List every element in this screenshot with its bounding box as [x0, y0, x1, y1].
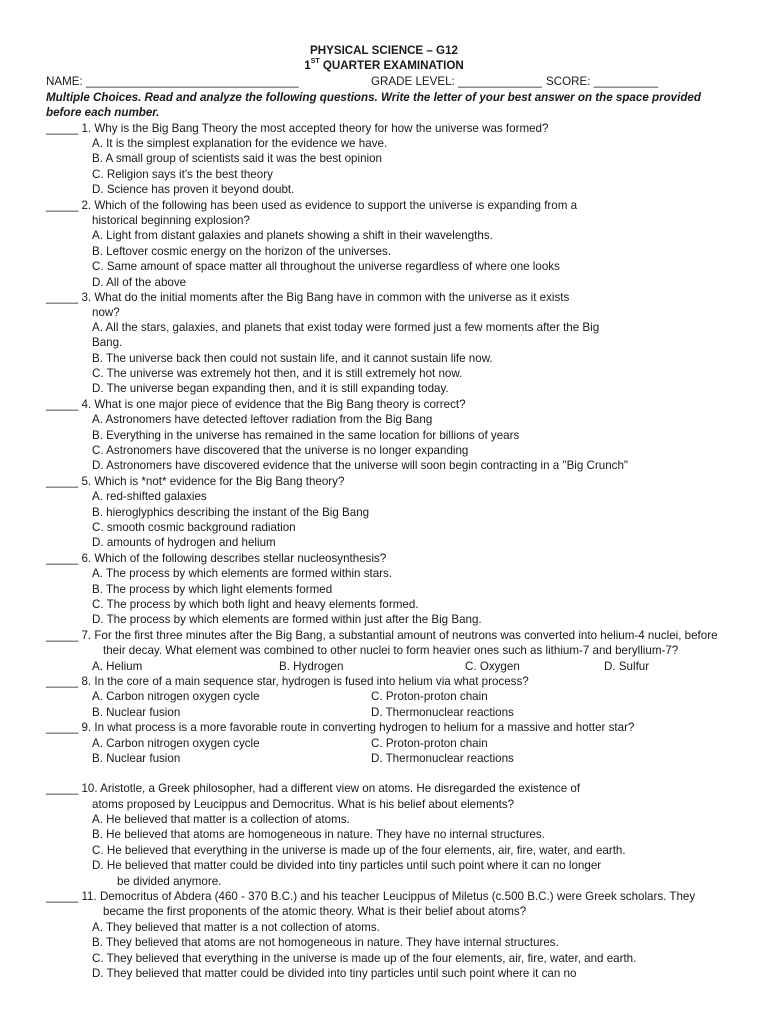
question-4-option-b: B. Everything in the universe has remained in the same location for billions of years [92, 429, 520, 442]
question-1-option-d: D. Science has proven it beyond doubt. [92, 183, 295, 196]
question-2-option-a: A. Light from distant galaxies and planets showing a shift in their wavelengths. [92, 229, 493, 242]
exam-number-suffix: ST [310, 58, 320, 65]
question-5-stem: _____ 5. Which is *not* evidence for the Big Bang theory? [46, 475, 345, 488]
question-8-option-d: D. Thermonuclear reactions [371, 706, 514, 719]
question-10-option-d: D. He believed that matter could be divided into tiny particles until such point where it can no longer [92, 859, 602, 872]
question-7-stem-cont: their decay. What element was combined to other nuclei to form heavier ones such as lithium-7 and beryllium-7? [103, 644, 679, 657]
question-8-stem: _____ 8. In the core of a main sequence star, hydrogen is fused into helium via what process? [46, 675, 529, 688]
question-6-stem: _____ 6. Which of the following describes stellar nucleosynthesis? [46, 552, 387, 565]
question-11-option-c: C. They believed that everything in the universe is made up of the four elements, air, fire, water, and earth. [92, 952, 637, 965]
question-2-stem: _____ 2. Which of the following has been used as evidence to support the universe is expanding from a [46, 199, 578, 212]
question-9-option-b: B. Nuclear fusion [92, 752, 181, 765]
question-5-option-d: D. amounts of hydrogen and helium [92, 536, 276, 549]
question-4-option-a: A. Astronomers have detected leftover radiation from the Big Bang [92, 413, 433, 426]
question-3-option-a: A. All the stars, galaxies, and planets that exist today were formed just a few moments after the Big [92, 321, 600, 334]
question-10-option-a: A. He believed that matter is a collection of atoms. [92, 813, 350, 826]
grade-level-field[interactable]: GRADE LEVEL: _____________ [371, 75, 542, 88]
question-9-option-d: D. Thermonuclear reactions [371, 752, 514, 765]
question-1-stem: _____ 1. Why is the Big Bang Theory the most accepted theory for how the universe was formed? [46, 122, 549, 135]
question-3-option-c: C. The universe was extremely hot then, and it is still extremely hot now. [92, 367, 463, 380]
question-9-option-a: A. Carbon nitrogen oxygen cycle [92, 737, 260, 750]
score-field[interactable]: SCORE: __________ [546, 75, 659, 88]
question-8-option-c: C. Proton-proton chain [371, 690, 488, 703]
question-1-option-b: B. A small group of scientists said it was the best opinion [92, 152, 382, 165]
question-11-option-d: D. They believed that matter could be divided into tiny particles until such point where it can no [92, 967, 577, 980]
question-2-option-b: B. Leftover cosmic energy on the horizon of the universes. [92, 245, 392, 258]
instructions-line-2: before each number. [46, 106, 160, 119]
question-6-option-c: C. The process by which both light and heavy elements formed. [92, 598, 419, 611]
question-1-option-a: A. It is the simplest explanation for the evidence we have. [92, 137, 388, 150]
question-3-option-b: B. The universe back then could not sustain life, and it cannot sustain life now. [92, 352, 493, 365]
question-4-option-d: D. Astronomers have discovered evidence that the universe will soon begin contracting in a "Big Crunch" [92, 459, 629, 472]
question-7-stem: _____ 7. For the first three minutes after the Big Bang, a substantial amount of neutrons was converted into helium-4 nuclei, before [46, 629, 718, 642]
question-5-option-b: B. hieroglyphics describing the instant of the Big Bang [92, 506, 370, 519]
question-8-option-b: B. Nuclear fusion [92, 706, 181, 719]
question-6-option-d: D. The process by which elements are formed within just after the Big Bang. [92, 613, 482, 626]
question-5-option-a: A. red-shifted galaxies [92, 490, 207, 503]
question-2-option-d: D. All of the above [92, 276, 187, 289]
question-5-option-c: C. smooth cosmic background radiation [92, 521, 296, 534]
question-11-stem: _____ 11. Democritus of Abdera (460 - 370 B.C.) and his teacher Leucippus of Miletus (c.500 B.C.) were Greek scholars. They [46, 890, 696, 903]
question-7-option-a: A. Helium [92, 660, 143, 673]
question-6-option-b: B. The process by which light elements formed [92, 583, 333, 596]
question-10-option-c: C. He believed that everything in the universe is made up of the four elements, air, fire, water, and earth. [92, 844, 626, 857]
question-10-stem: _____ 10. Aristotle, a Greek philosopher, had a different view on atoms. He disregarded the existence of [46, 782, 581, 795]
exam-title: PHYSICAL SCIENCE – G12 [310, 44, 458, 57]
question-10-option-b: B. He believed that atoms are homogeneous in nature. They have no internal structures. [92, 828, 545, 841]
question-10-stem-cont: atoms proposed by Leucippus and Democritus. What is his belief about elements? [92, 798, 515, 811]
question-11-option-a: A. They believed that matter is a not collection of atoms. [92, 921, 380, 934]
question-11-option-b: B. They believed that atoms are not homogeneous in nature. They have internal structures. [92, 936, 559, 949]
question-3-option-d: D. The universe began expanding then, and it is still expanding today. [92, 382, 449, 395]
exam-subtitle-text: QUARTER EXAMINATION [319, 59, 464, 72]
question-9-option-c: C. Proton-proton chain [371, 737, 488, 750]
question-11-stem-cont: became the first proponents of the atomic theory. What is their belief about atoms? [103, 905, 527, 918]
question-4-stem: _____ 4. What is one major piece of evidence that the Big Bang theory is correct? [46, 398, 466, 411]
question-3-stem: _____ 3. What do the initial moments after the Big Bang have in common with the universe as it exists [46, 291, 570, 304]
question-7-option-d: D. Sulfur [604, 660, 650, 673]
question-9-stem: _____ 9. In what process is a more favorable route in converting hydrogen to helium for a massive and hotter star? [46, 721, 635, 734]
question-7-option-b: B. Hydrogen [279, 660, 344, 673]
question-1-option-c: C. Religion says it’s the best theory [92, 168, 273, 181]
question-6-option-a: A. The process by which elements are formed within stars. [92, 567, 393, 580]
exam-number: 1 [304, 59, 311, 72]
question-3-option-a-cont: Bang. [92, 336, 123, 349]
instructions-line-1: Multiple Choices. Read and analyze the following questions. Write the letter of your best answer on the space provided [46, 91, 701, 104]
question-3-stem-cont: now? [92, 306, 120, 319]
name-field[interactable]: NAME: _________________________________ [46, 75, 299, 88]
question-7-option-c: C. Oxygen [465, 660, 520, 673]
question-8-option-a: A. Carbon nitrogen oxygen cycle [92, 690, 260, 703]
question-2-option-c: C. Same amount of space matter all throughout the universe regardless of where one looks [92, 260, 560, 273]
question-4-option-c: C. Astronomers have discovered that the universe is no longer expanding [92, 444, 469, 457]
question-10-option-d-cont: be divided anymore. [117, 875, 222, 888]
question-2-stem-cont: historical beginning explosion? [92, 214, 250, 227]
exam-subtitle [0, 58, 768, 73]
